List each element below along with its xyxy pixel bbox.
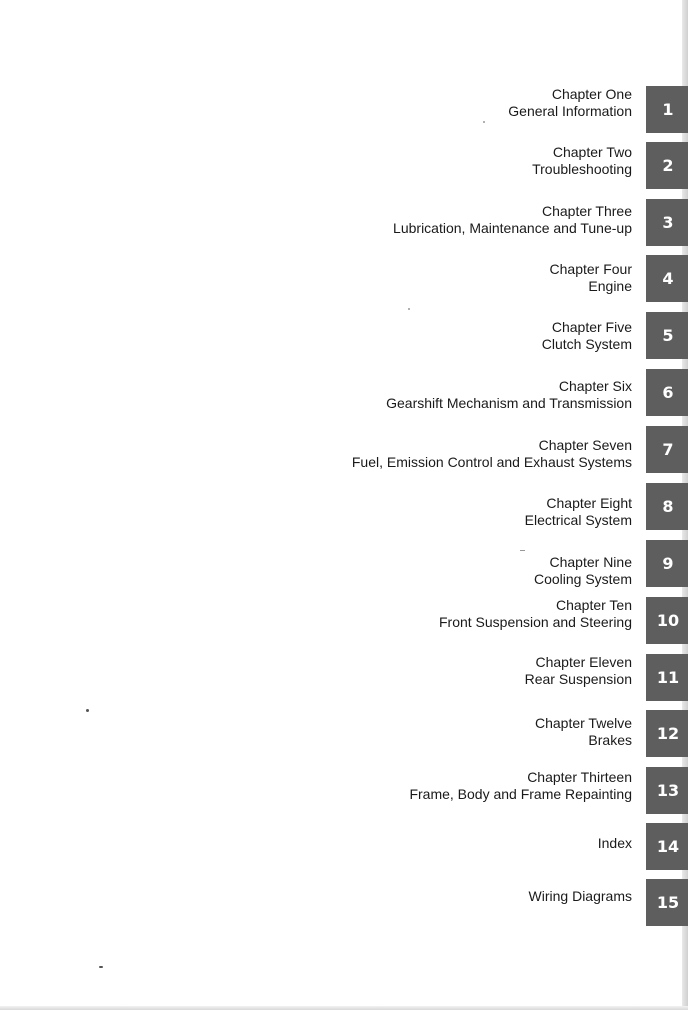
page-bottom-shadow: [0, 1006, 688, 1010]
toc-entry-chapter-3[interactable]: [393, 203, 632, 237]
chapter-label: Chapter Eight: [546, 495, 632, 511]
toc-entry-chapter-4[interactable]: [550, 261, 632, 295]
tab-4[interactable]: 4: [646, 255, 688, 302]
chapter-title: Fuel, Emission Control and Exhaust Systems: [351, 454, 632, 470]
chapter-title: Electrical System: [524, 512, 632, 528]
tab-14[interactable]: 14: [646, 823, 688, 870]
chapter-label: Chapter Seven: [538, 437, 632, 453]
chapter-label: Chapter Five: [551, 319, 632, 335]
tab-1[interactable]: 1: [646, 86, 688, 133]
tab-13[interactable]: 13: [646, 767, 688, 814]
toc-entry-chapter-2[interactable]: [532, 144, 632, 178]
toc-entry-index[interactable]: [598, 835, 632, 852]
toc-entry-wiring-diagrams[interactable]: [529, 888, 632, 905]
scan-speck: [483, 121, 485, 123]
chapter-label: Chapter Two: [552, 144, 632, 160]
chapter-label: Chapter Eleven: [535, 654, 632, 670]
toc-entry-chapter-7[interactable]: [352, 437, 632, 471]
chapter-title: Engine: [588, 278, 632, 294]
chapter-label: Chapter Ten: [555, 597, 632, 613]
chapter-label: Chapter Twelve: [534, 715, 632, 731]
chapter-label: Chapter Six: [558, 378, 632, 394]
tab-5[interactable]: 5: [646, 312, 688, 359]
chapter-title: Front Suspension and Steering: [438, 614, 632, 630]
toc-entry-chapter-10[interactable]: [439, 597, 632, 631]
chapter-label: Chapter Nine: [549, 554, 632, 570]
toc-entry-chapter-1[interactable]: [508, 86, 632, 120]
tab-3[interactable]: 3: [646, 199, 688, 246]
chapter-title: Cooling System: [533, 571, 632, 587]
chapter-title: Clutch System: [541, 336, 632, 352]
scan-speck: [99, 966, 103, 968]
chapter-title: Troubleshooting: [532, 161, 632, 177]
tab-12[interactable]: 12: [646, 710, 688, 757]
chapter-title: Rear Suspension: [524, 671, 632, 687]
index-title: Index: [597, 835, 632, 851]
tab-6[interactable]: 6: [646, 369, 688, 416]
tab-15[interactable]: 15: [646, 879, 688, 926]
scan-speck: [408, 308, 410, 310]
tab-7[interactable]: 7: [646, 426, 688, 473]
chapter-title: General Information: [508, 103, 632, 119]
toc-entry-chapter-12[interactable]: [535, 715, 632, 749]
tab-2[interactable]: 2: [646, 142, 688, 189]
chapter-title: Brakes: [588, 732, 632, 748]
chapter-label: Chapter Thirteen: [527, 769, 632, 785]
toc-entry-chapter-8[interactable]: [525, 495, 632, 529]
tab-9[interactable]: 9: [646, 540, 688, 587]
chapter-label: Chapter Three: [541, 203, 632, 219]
toc-entry-chapter-9[interactable]: [534, 554, 632, 588]
toc-entry-chapter-5[interactable]: [542, 319, 632, 353]
chapter-title: Frame, Body and Frame Repainting: [409, 786, 632, 802]
tab-8[interactable]: 8: [646, 483, 688, 530]
chapter-label: Chapter One: [551, 86, 632, 102]
scan-speck: [86, 709, 89, 712]
tab-10[interactable]: 10: [646, 597, 688, 644]
toc-entry-chapter-13[interactable]: [409, 769, 632, 803]
chapter-title: Gearshift Mechanism and Transmission: [386, 395, 632, 411]
toc-entry-chapter-11[interactable]: [525, 654, 632, 688]
tab-11[interactable]: 11: [646, 654, 688, 701]
scan-speck: [520, 550, 525, 551]
toc-entry-chapter-6[interactable]: [386, 378, 632, 412]
chapter-title: Lubrication, Maintenance and Tune-up: [393, 220, 632, 236]
wiring-diagrams-title: Wiring Diagrams: [528, 888, 632, 904]
chapter-label: Chapter Four: [549, 261, 632, 277]
